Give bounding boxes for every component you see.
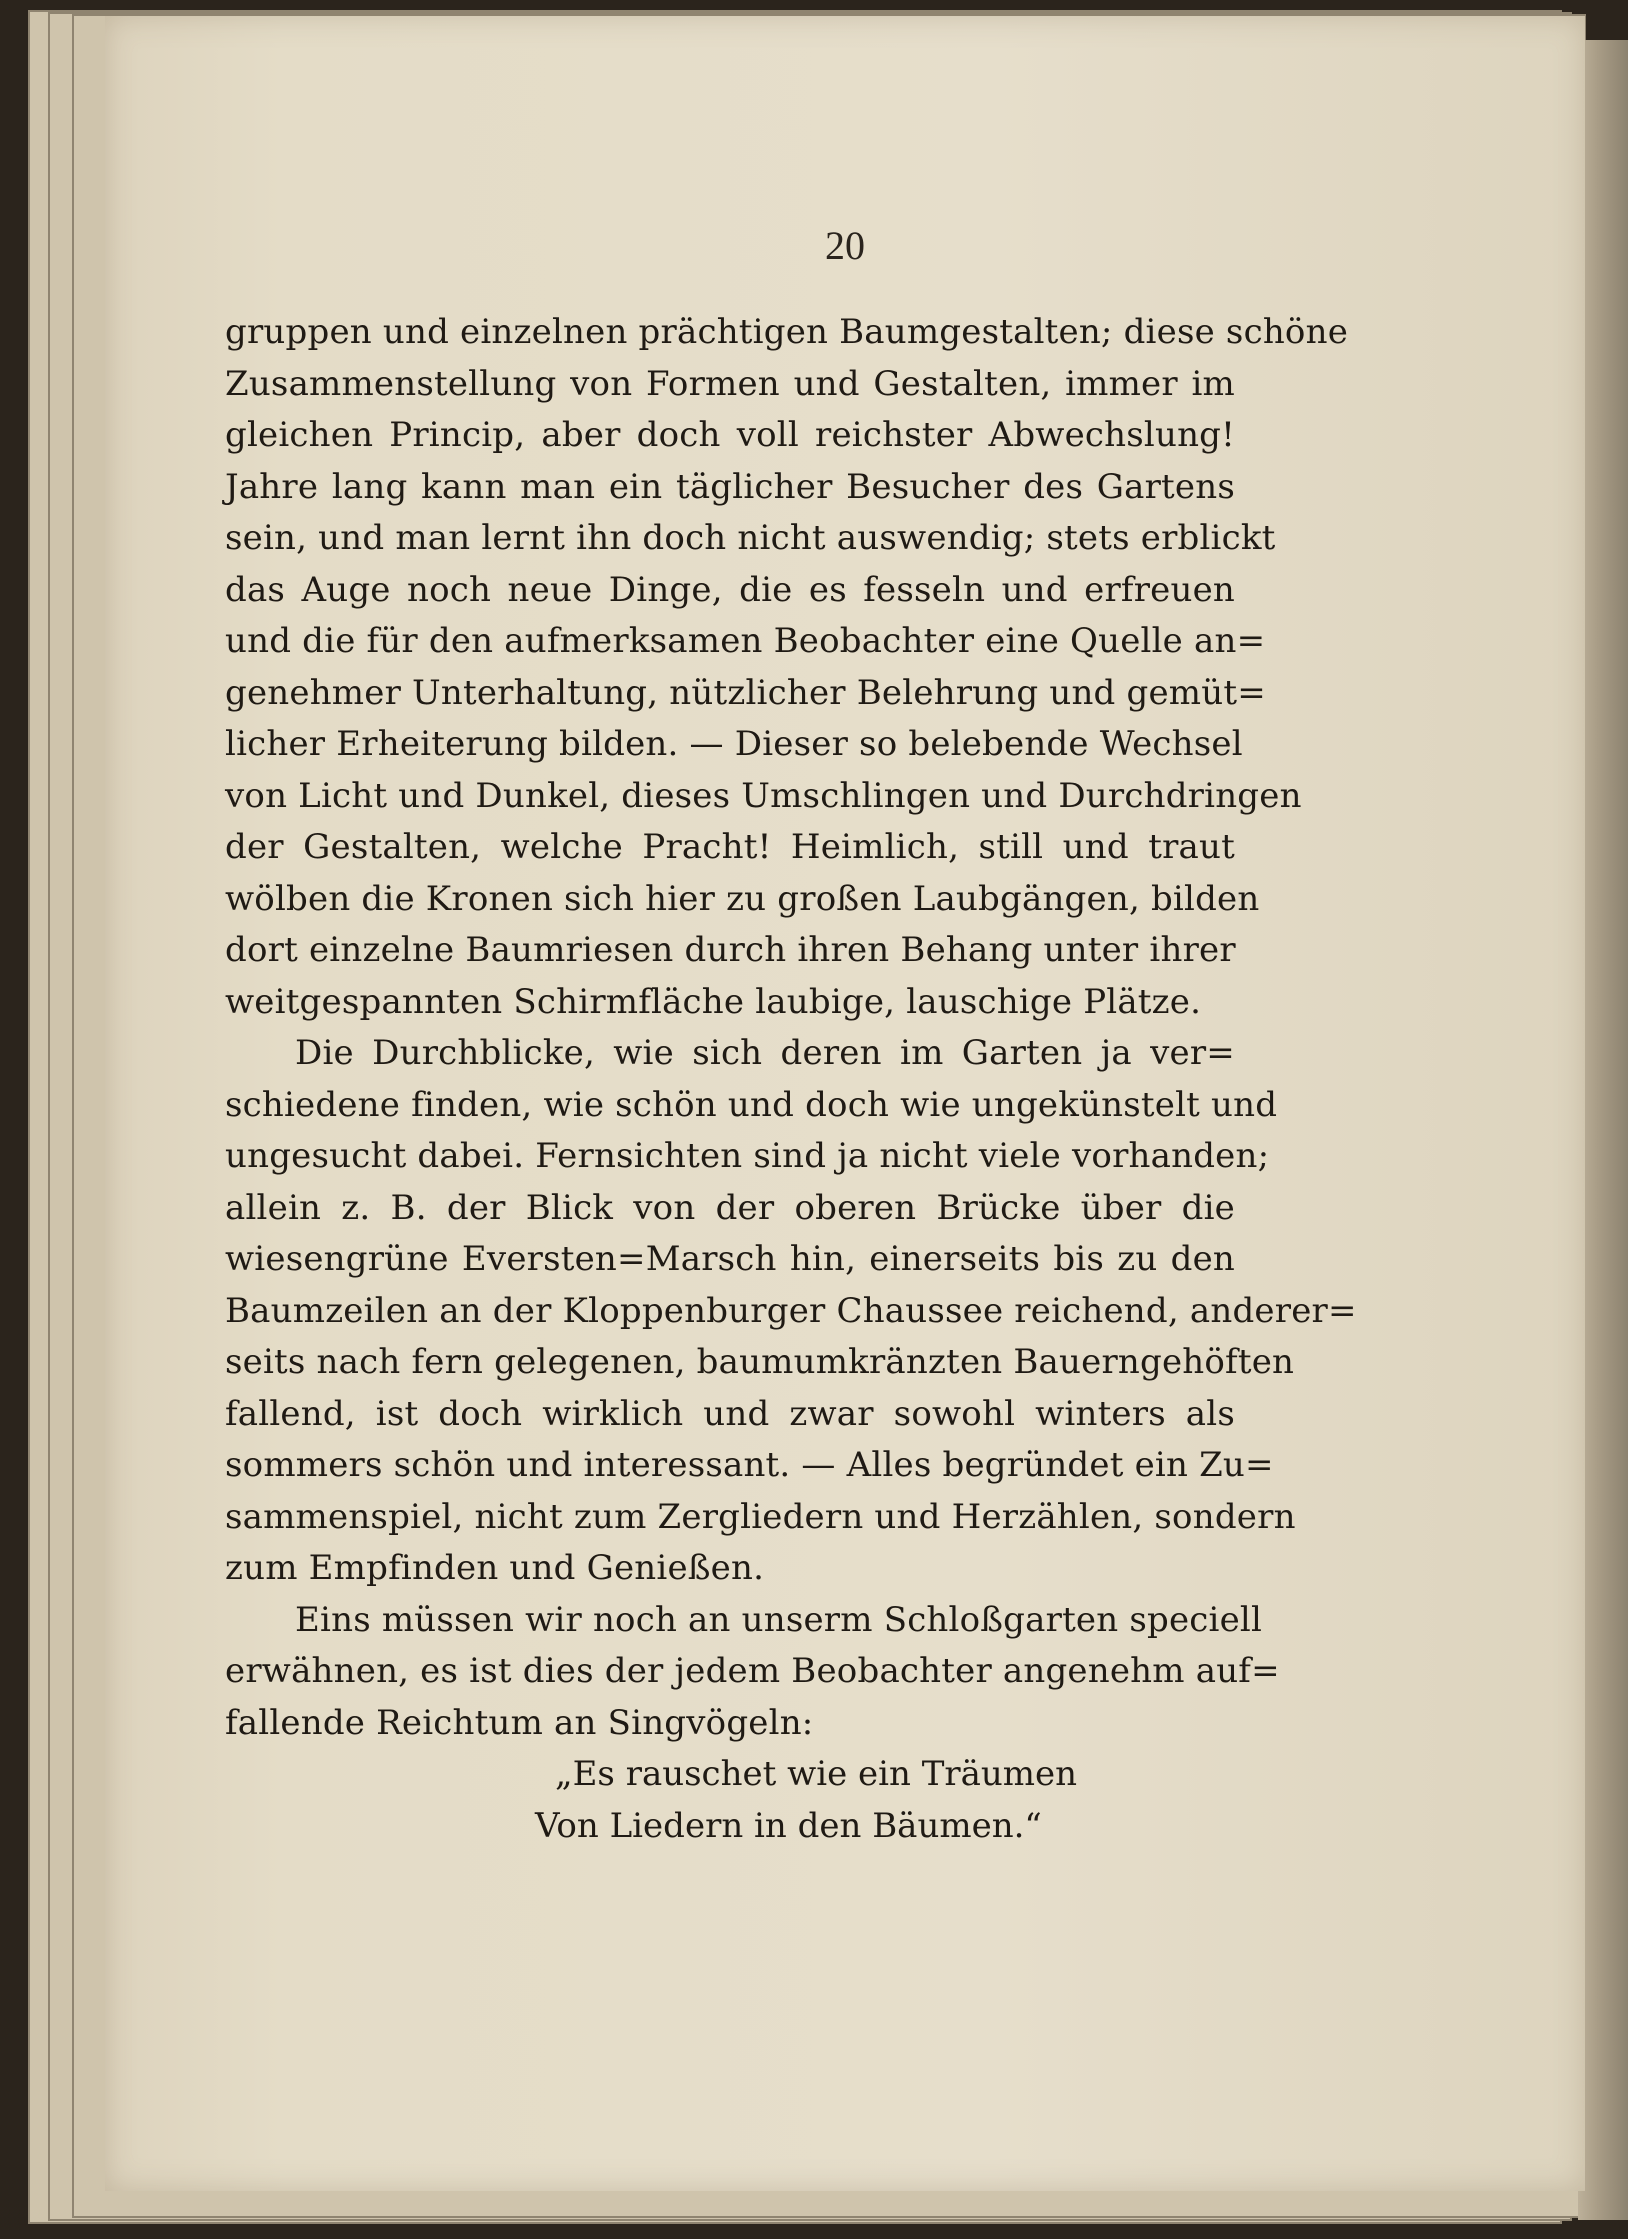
- text-line: dort einzelne Baumriesen durch ihren Behang unter ihrer: [225, 930, 1236, 970]
- text-line: und die für den aufmerksamen Beobachter eine Quelle an=: [225, 621, 1266, 661]
- text-line: Zusammenstellung von Formen und Gestalten, immer im: [225, 363, 1235, 404]
- verse-line: Von Liedern in den Bäumen.“: [535, 1805, 1042, 1846]
- text-line: der Gestalten, welche Pracht! Heimlich, still und traut: [225, 827, 1235, 867]
- body-text: [225, 307, 1357, 1852]
- text-line: Jahre lang kann man ein täglicher Besucher des Gartens: [225, 466, 1235, 507]
- text-line: das Auge noch neue Dinge, die es fesseln und erfreuen: [225, 569, 1235, 610]
- text-line: wölben die Kronen sich hier zu großen Laubgängen, bilden: [225, 878, 1260, 919]
- text-line: gruppen und einzelnen prächtigen Baumgestalten; diese schöne: [225, 312, 1349, 352]
- text-line: fallende Reichtum an Singvögeln:: [225, 1702, 814, 1743]
- text-line: sommers schön und interessant. — Alles begründet ein Zu=: [225, 1445, 1274, 1485]
- text-line: erwähnen, es ist dies der jedem Beobachter angenehm auf=: [225, 1651, 1280, 1691]
- text-line: fallend, ist doch wirklich und zwar sowohl winters als: [225, 1393, 1235, 1434]
- verse-line: „Es rauschet wie ein Träumen: [555, 1754, 1078, 1794]
- text-line: gleichen Princip, aber doch voll reichster Abwechslung!: [225, 415, 1235, 455]
- text-line: von Licht und Dunkel, dieses Umschlingen und Durchdringen: [225, 775, 1302, 816]
- text-line: allein z. B. der Blick von der oberen Brücke über die: [225, 1187, 1235, 1228]
- paragraph: [225, 1595, 1280, 1750]
- text-line: sammenspiel, nicht zum Zergliedern und Herzählen, sondern: [225, 1496, 1296, 1537]
- paragraph: [225, 1028, 1357, 1595]
- text-line: Baumzeilen an der Kloppenburger Chaussee reichend, anderer=: [225, 1290, 1357, 1331]
- text-line: wiesengrüne Eversten=Marsch hin, einerseits bis zu den: [225, 1239, 1235, 1279]
- text-line: licher Erheiterung bilden. — Dieser so belebende Wechsel: [225, 724, 1243, 764]
- text-line: zum Empfinden und Genießen.: [225, 1548, 765, 1588]
- text-line: sein, und man lernt ihn doch nicht auswendig; stets erblickt: [225, 518, 1276, 558]
- text-line: genehmer Unterhaltung, nützlicher Belehrung und gemüt=: [225, 672, 1266, 713]
- text-line: seits nach fern gelegenen, baumumkränzten Bauerngehöften: [225, 1342, 1295, 1382]
- text-line: weitgespannten Schirmfläche laubige, lauschige Plätze.: [225, 981, 1202, 1022]
- page-edge-shadow: [1578, 40, 1628, 2220]
- text-line: Die Durchblicke, wie sich deren im Garten ja ver=: [295, 1033, 1235, 1073]
- paragraph: [225, 307, 1349, 1028]
- text-line: schiedene finden, wie schön und doch wie ungekünstelt und: [225, 1084, 1278, 1125]
- verse-quote: [225, 1749, 1235, 1852]
- text-line: ungesucht dabei. Fernsichten sind ja nicht viele vorhanden;: [225, 1136, 1270, 1176]
- page-number: 20: [825, 223, 865, 268]
- text-line: Eins müssen wir noch an unserm Schloßgarten speciell: [295, 1599, 1263, 1640]
